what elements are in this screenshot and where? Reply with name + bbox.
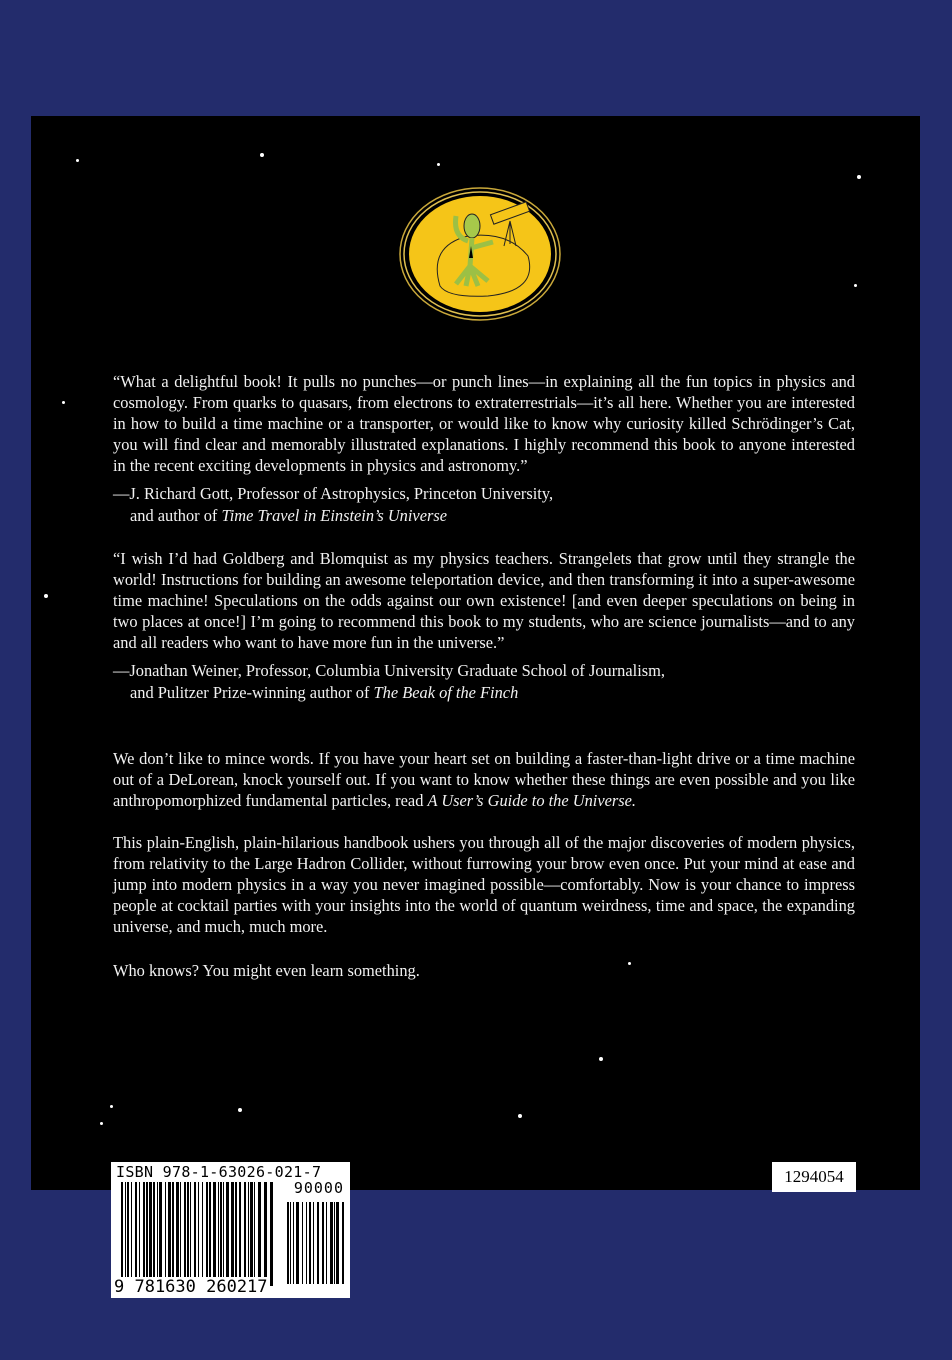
barcode-bar [139, 1182, 140, 1278]
item-code-label: 1294054 [772, 1162, 856, 1192]
isbn-text: ISBN 978-1-63026-021-7 [116, 1163, 322, 1181]
barcode-bar [172, 1182, 174, 1278]
barcode-bar [248, 1182, 249, 1278]
barcode-bar [121, 1182, 123, 1286]
barcode-bar [223, 1182, 224, 1278]
quote-weiner: “I wish I’d had Goldberg and Blomquist as my physics teachers. Strangelets that grow until they strangle the world! Instructions for building an awesome teleportation device, and then transforming it into a super-awesome time machine! Speculations on the odds against our own existence! [and even deeper speculations on being in two places at once!] I’m going to recommend this book to my students, who are science journalists—and to any and all readers who want to have more fun in the universe.” [113, 549, 855, 652]
star [437, 163, 440, 166]
barcode-bar [209, 1182, 211, 1278]
blurb-paragraph-3: Who knows? You might even learn something. [113, 961, 420, 980]
star [857, 175, 861, 179]
book-title: A User’s Guide to the Universe. [427, 791, 636, 810]
star [238, 1108, 242, 1112]
barcode-bar [213, 1182, 216, 1278]
star [599, 1057, 603, 1061]
barcode-bar [254, 1182, 255, 1278]
barcode-bar [330, 1202, 333, 1284]
barcode-bar [143, 1182, 145, 1278]
book-title: The Beak of the Finch [373, 683, 519, 702]
attribution-prefix: and author of [130, 506, 222, 525]
barcode-bar [149, 1182, 152, 1278]
barcode-bar [342, 1202, 344, 1284]
barcode-bar [322, 1202, 324, 1284]
attribution-gott [113, 483, 553, 527]
quote-gott: “What a delightful book! It pulls no punches—or punch lines—in explaining all the fun topics in physics and cosmology. From quarks to quasars, from electrons to extraterrestrials—it’s all here. Whether you are interested in how to build a time machine or a transporter, or would like to know why curiosity killed Schrödinger’s Cat, you will find clear and memorably illustrated explanations. I highly recommend this book to anyone interested in the recent exciting developments in physics and astronomy.” [113, 372, 855, 475]
attribution-line [113, 505, 553, 527]
barcode-bar [290, 1202, 291, 1284]
barcode-bar [313, 1202, 314, 1284]
barcode-bar [157, 1182, 158, 1278]
ean-number: 9 781630 260217 [114, 1277, 268, 1297]
blurb-text: We don’t like to mince words. If you have your heart set on building a faster-than-light drive or a time machine out of a DeLorean, knock yourself out. If you want to know whether these things are even possible and you like anthropomorphized fundamental particles, read [113, 749, 855, 810]
barcode-bar [235, 1182, 237, 1278]
isbn-barcode [111, 1162, 350, 1298]
barcode-bar [231, 1182, 234, 1278]
barcode-bar [198, 1182, 199, 1278]
barcode-bar [159, 1182, 162, 1278]
barcode-bar [244, 1182, 246, 1278]
attribution-line: —Jonathan Weiner, Professor, Columbia University Graduate School of Journalism, [113, 661, 665, 680]
barcode-bar [239, 1182, 241, 1278]
barcode-bar [125, 1182, 126, 1278]
barcode-bar [135, 1182, 137, 1278]
barcode-bar [165, 1182, 166, 1278]
barcode-bar [180, 1182, 181, 1278]
barcode-bar [190, 1182, 191, 1286]
price-code: 90000 [293, 1179, 344, 1197]
blurb-paragraph-2: This plain-English, plain-hilarious handbook ushers you through all of the major discoveries of modern physics, from relativity to the Large Hadron Collider, without furrowing your brow even once. Put your mind at ease and jump into modern physics in a way you never imagined possible—comfortably. Now is your chance to impress people at cocktail parties with your insights into the world of quantum weirdness, time and space, the expanding universe, and much, much more. [113, 833, 855, 936]
barcode-bar [317, 1202, 319, 1284]
barcode-bar [302, 1202, 303, 1284]
attribution-line [113, 682, 665, 704]
barcode-bar [187, 1182, 189, 1278]
barcode-bar [146, 1182, 148, 1278]
barcode-bar [226, 1182, 229, 1278]
star [76, 159, 79, 162]
barcode-bar [336, 1202, 339, 1284]
star [518, 1114, 522, 1118]
barcode-bar [264, 1182, 267, 1278]
barcode-bar [334, 1202, 335, 1284]
barcode-bar [202, 1182, 203, 1278]
star [260, 153, 264, 157]
barcode-bar [309, 1202, 311, 1284]
barcode-bar [258, 1182, 261, 1278]
barcode-bar [287, 1202, 289, 1284]
attribution-line: —J. Richard Gott, Professor of Astrophysics, Princeton University, [113, 484, 554, 503]
attribution-prefix: and Pulitzer Prize-winning author of [130, 683, 374, 702]
barcode-bar [220, 1182, 222, 1278]
barcode-bar [127, 1182, 129, 1278]
barcode-bar [270, 1182, 273, 1286]
star [100, 1122, 103, 1125]
barcode-bar [296, 1202, 299, 1284]
star [62, 401, 65, 404]
barcode-bar [218, 1182, 219, 1278]
barcode-bar [184, 1182, 186, 1278]
barcode-bar [306, 1202, 307, 1284]
star [854, 284, 857, 287]
barcode-bar [176, 1182, 179, 1278]
attribution-weiner [113, 660, 665, 704]
barcode-bar [250, 1182, 253, 1278]
barcode-bar [206, 1182, 208, 1278]
star [110, 1105, 113, 1108]
alien-telescope-logo [398, 186, 562, 322]
barcode-bar [326, 1202, 327, 1284]
barcode-bar [194, 1182, 196, 1286]
blurb-paragraph-1 [113, 748, 855, 811]
barcode-bar [131, 1182, 132, 1278]
barcode-bar [153, 1182, 155, 1278]
star [44, 594, 48, 598]
barcode-bar [168, 1182, 171, 1278]
book-title: Time Travel in Einstein’s Universe [221, 506, 448, 525]
barcode-bar [293, 1202, 294, 1284]
